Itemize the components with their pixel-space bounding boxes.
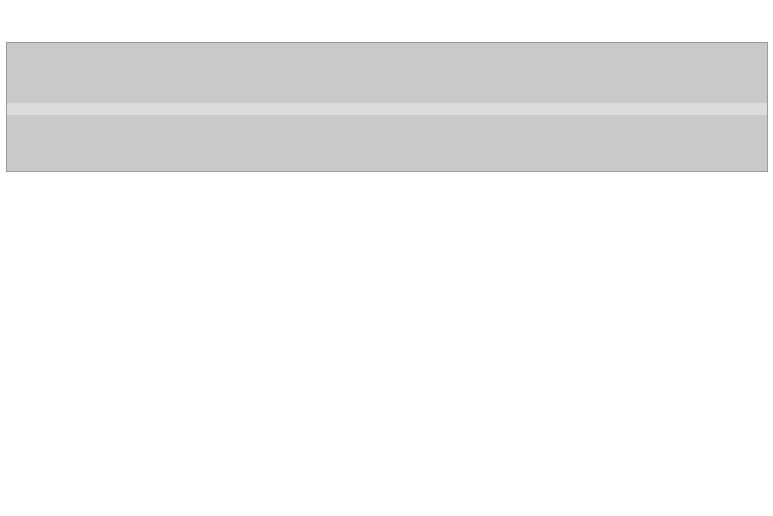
floor-plan [6,42,768,172]
floor-plan-top-row [7,47,767,103]
corridor [7,103,767,115]
floor-plan-bottom-row [7,115,767,167]
